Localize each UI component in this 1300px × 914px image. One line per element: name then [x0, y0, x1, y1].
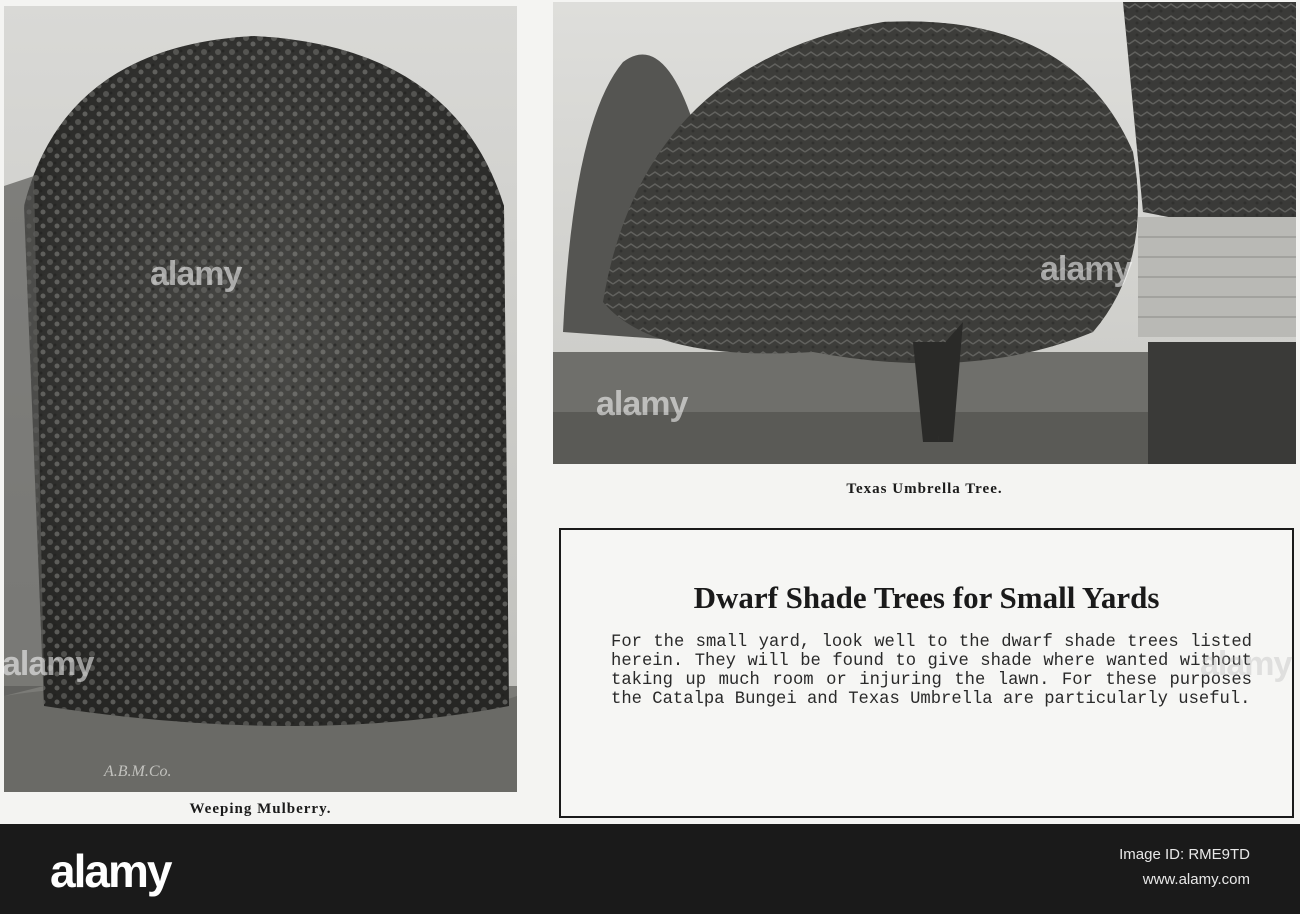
watermark: alamy: [2, 645, 94, 683]
weeping-mulberry-photo: [4, 6, 517, 792]
photo-signature: A.B.M.Co.: [104, 763, 172, 780]
site-url: www.alamy.com: [1142, 871, 1250, 888]
watermark: alamy: [1040, 250, 1132, 288]
texas-umbrella-tree-photo: [553, 2, 1296, 464]
weeping-mulberry-image: [4, 6, 517, 792]
figure-caption-weeping-mulberry: Weeping Mulberry.: [189, 801, 332, 817]
texas-umbrella-tree-image: [553, 2, 1296, 464]
notice-body: For the small yard, look well to the dwarf shade trees listed herein. They will be found to give shade where wanted without taking up much room or injuring the lawn. For these purposes the Catalpa Bungei and Texas Umbrella are particularly useful.: [611, 633, 1252, 709]
watermark: alamy: [596, 385, 688, 423]
notice-heading: Dwarf Shade Trees for Small Yards: [693, 580, 1160, 615]
watermark: alamy: [150, 255, 242, 293]
figure-caption-texas-umbrella-tree: Texas Umbrella Tree.: [846, 481, 1003, 497]
dwarf-shade-trees-notice: [559, 528, 1294, 818]
brand-logo: alamy: [50, 845, 171, 897]
image-id: Image ID: RME9TD: [1119, 846, 1250, 863]
watermark: alamy: [1200, 645, 1292, 683]
stock-banner: [0, 824, 1300, 914]
